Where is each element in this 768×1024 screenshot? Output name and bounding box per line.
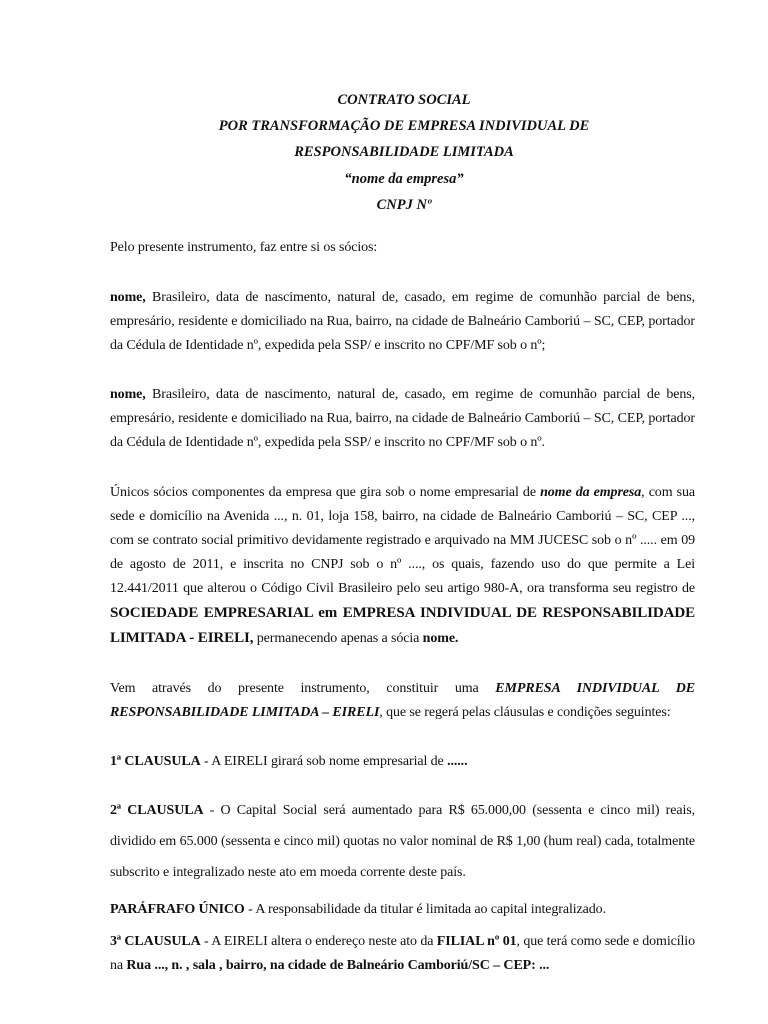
- vem-text-2: , que se regerá pelas cláusulas e condições seguintes:: [379, 705, 671, 720]
- filial-bold: FILIAL nº 01: [436, 934, 517, 949]
- transformation-bold: SOCIEDADE EMPRESARIAL em EMPRESA INDIVIDUAL DE RESPONSABILIDADE LIMITADA - EIRELI,: [110, 605, 695, 646]
- title-responsabilidade: RESPONSABILIDADE LIMITADA: [294, 144, 514, 160]
- vem-text-1: Vem através do presente instrumento, constituir uma: [110, 681, 496, 696]
- clausula1-text: - A EIRELI girará sob nome empresarial de: [200, 754, 448, 769]
- clausula3-text-2: , que terá como sede e domicílio na: [110, 934, 695, 973]
- company-name-inline: nome da empresa: [540, 485, 642, 500]
- title-company-name: “nome da empresa”: [344, 171, 464, 187]
- clausula1-tail: ......: [447, 754, 468, 769]
- socio1-text: Brasileiro, data de nascimento, natural de, casado, em regime de comunhão parcial de bens, empresário, residente e domiciliado na Rua, bairro, na cidade de Balneário Camboriú – SC, CEP, portador da Cédula de Identidade nº, expedida pela SSP/ e inscrito no CPF/MF sob o nº;: [110, 290, 695, 353]
- socio2-text: Brasileiro, data de nascimento, natural de, casado, em regime de comunhão parcial de bens, empresário, residente e domiciliado na Rua, bairro, na cidade de Balneário Camboriú – SC, CEP, portador da Cédula de Identidade nº, expedida pela SSP/ e inscrito no CPF/MF sob o nº.: [110, 387, 695, 450]
- socio1-paragraph: [110, 286, 695, 358]
- paragrafo-label: PARÁFRAFO ÚNICO: [110, 902, 245, 917]
- clausula2-paragraph: [110, 795, 695, 888]
- clausula2-label: 2ª CLAUSULA: [110, 803, 204, 818]
- remaining-partner: nome.: [422, 631, 459, 646]
- unicos-text-1: Únicos sócios componentes da empresa que gira sob o nome empresarial de: [110, 485, 541, 500]
- socio2-paragraph: [110, 383, 695, 455]
- unicos-text-3: permanecendo apenas a sócia: [253, 631, 423, 646]
- eireli-bold-italic: EMPRESA INDIVIDUAL DE RESPONSABILIDADE LIMITADA – EIRELI: [110, 681, 695, 720]
- paragrafo-unico: [110, 898, 695, 922]
- clausula3-label: 3ª CLAUSULA: [110, 934, 201, 949]
- vem-paragraph: [110, 677, 695, 725]
- unicos-text-2: , com sua sede e domicílio na Avenida ..., n. 01, loja 158, bairro, na cidade de Balneário Camboriú – SC, CEP ..., com se contrato social primitivo devidamente registrado e arquivado na MM JUCESC sob o nº ..... em 09 de agosto de 2011, e inscrita no CNPJ sob o nº ...., os quais, fazendo uso do que permite a Lei 12.441/2011 que alterou o Código Civil Brasileiro pelo seu artigo 980-A, ora transforma seu registro de: [110, 485, 695, 596]
- title-contrato-social: CONTRATO SOCIAL: [337, 92, 471, 108]
- clausula2-text: - O Capital Social será aumentado para R$ 65.000,00 (sessenta e cinco mil) reais, dividido em 65.000 (sessenta e cinco mil) quotas no valor nominal de R$ 1,00 (hum real) cada, totalmente subscrito e integralizado neste ato em moeda corrente deste país.: [110, 803, 695, 880]
- socio1-name: nome,: [110, 290, 146, 305]
- title-transformacao: POR TRANSFORMAÇÃO DE EMPRESA INDIVIDUAL DE: [218, 118, 590, 134]
- intro-paragraph: Pelo presente instrumento, faz entre si os sócios:: [110, 240, 378, 255]
- title-cnpj: CNPJ Nº: [376, 197, 432, 213]
- clausula3-text-1: - A EIRELI altera o endereço neste ato da: [200, 934, 437, 949]
- clausula3-paragraph: [110, 930, 695, 978]
- paragrafo-text: - A responsabilidade da titular é limitada ao capital integralizado.: [244, 902, 606, 917]
- socio2-name: nome,: [110, 387, 146, 402]
- address-bold: Rua ..., n. , sala , bairro, na cidade de Balneário Camboriú/SC – CEP: ...: [126, 958, 550, 973]
- unicos-paragraph: [110, 481, 695, 651]
- clausula1-paragraph: [110, 750, 695, 774]
- clausula1-label: 1ª CLAUSULA: [110, 754, 201, 769]
